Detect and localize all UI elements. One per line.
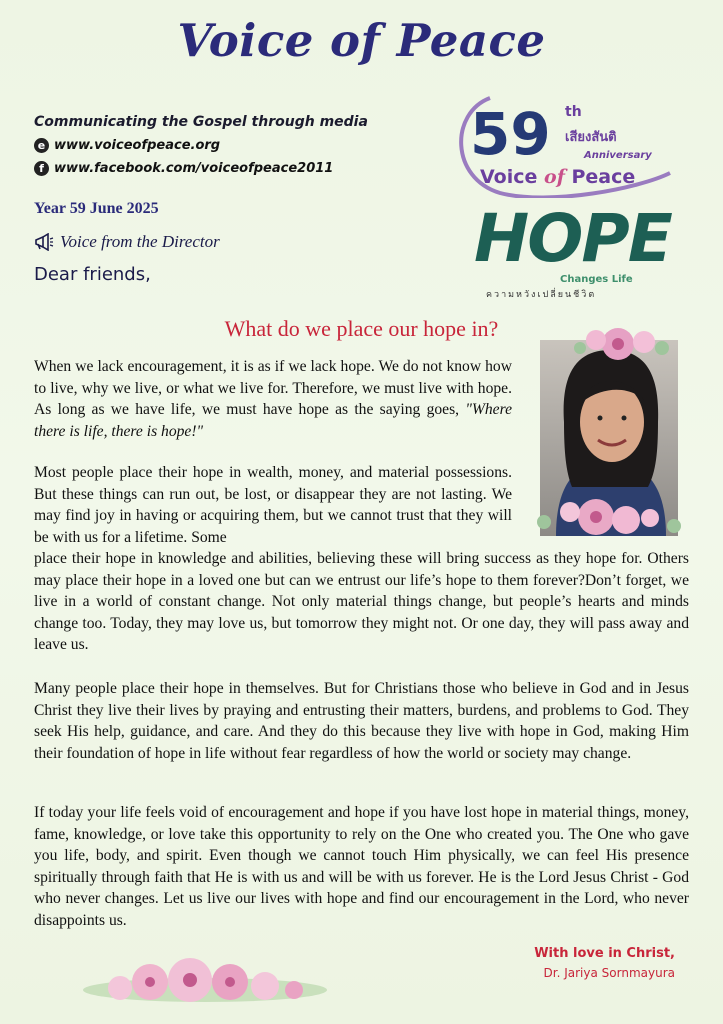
- paragraph-2b: place their hope in knowledge and abilities, believing these will bring success as they hope for. Others may place their hope in a loved one but can we entrust our life’s hope to them forever?Don’t forget, we live in a world of constant change. Not only material things change, but people’s hearts and minds change too. Today, they may love us, but tomorrow they might not. Or one day, they will pass away and leave us.: [34, 550, 689, 653]
- anniversary-thai-name: เสียงสันติ: [565, 130, 617, 145]
- hope-logo-thai: ความหวังเปลี่ยนชีวิต: [486, 290, 597, 300]
- greeting: Dear friends,: [34, 264, 151, 285]
- facebook-row[interactable]: [34, 161, 333, 176]
- director-portrait: [526, 322, 688, 544]
- website-row[interactable]: [34, 138, 220, 153]
- tagline: Communicating the Gospel through media: [34, 114, 368, 130]
- anniversary-suffix: th: [565, 104, 582, 120]
- hope-logo-subtitle: Changes Life: [560, 274, 633, 285]
- article-headline: What do we place our hope in?: [224, 316, 499, 341]
- hope-logo-word: HOPE: [474, 200, 671, 277]
- facebook-link[interactable]: www.facebook.com/voiceofpeace2011: [54, 161, 334, 176]
- anniversary-word: Anniversary: [584, 150, 652, 161]
- masthead-title: Voice of Peace: [177, 14, 546, 67]
- paragraph-2a: Most people place their hope in wealth, money, and material possessions. But these things can run out, be lost, or disappear they are not lasting. We may find joy in having or acquiring them, but we cannot trust that they will be with us for a lifetime. Some: [34, 464, 512, 546]
- section-title: Voice from the Director: [60, 232, 220, 251]
- paragraph-1: When we lack encouragement, it is as if we lack hope. We do not know how to live, why we live, or what we live for. Therefore, we must live with hope. As long as we have life, we must have hope as the saying goes, "Where there is life, there is hope!": [34, 358, 512, 440]
- section-label: [34, 232, 220, 252]
- facebook-icon: f: [34, 161, 49, 176]
- quote: "Where there is life, there is hope!": [34, 401, 512, 440]
- anniversary-number: 59: [470, 100, 551, 168]
- issue-date: Year 59 June 2025: [34, 200, 159, 217]
- megaphone-icon: [34, 233, 54, 251]
- flower-garland-icon: [80, 950, 330, 1018]
- paragraph-3: Many people place their hope in themselves. But for Christians those who believe in God and in Jesus Christ they live their lives by praying and entrusting their matters, burdens, and problems to God. They seek His help, guidance, and care. And they do this because they live with hope in God, making Him their foundation of hope in life without fear regardless of how the world or society may change.: [34, 680, 689, 762]
- paragraph-4: If today your life feels void of encouragement and hope if you have lost hope in material things, money, fame, knowledge, or love take this opportunity to rely on the One who created you. The One who gave you life, body, and spirit. Even though we cannot touch Him physically, we can feel His presence spiritually through faith that He is with us and will be with us forever. He is the Lord Jesus Christ - God who never changes. Let us live our lives with hope and find our encouragement in the Lord, who never disappoints us.: [34, 804, 689, 929]
- web-icon: e: [34, 138, 49, 153]
- signature-name: Dr. Jariya Sornmayura: [543, 966, 675, 980]
- anniversary-brand: Voice of Peace: [480, 166, 636, 188]
- signature-closing: With love in Christ,: [534, 946, 675, 961]
- website-link[interactable]: www.voiceofpeace.org: [54, 138, 221, 153]
